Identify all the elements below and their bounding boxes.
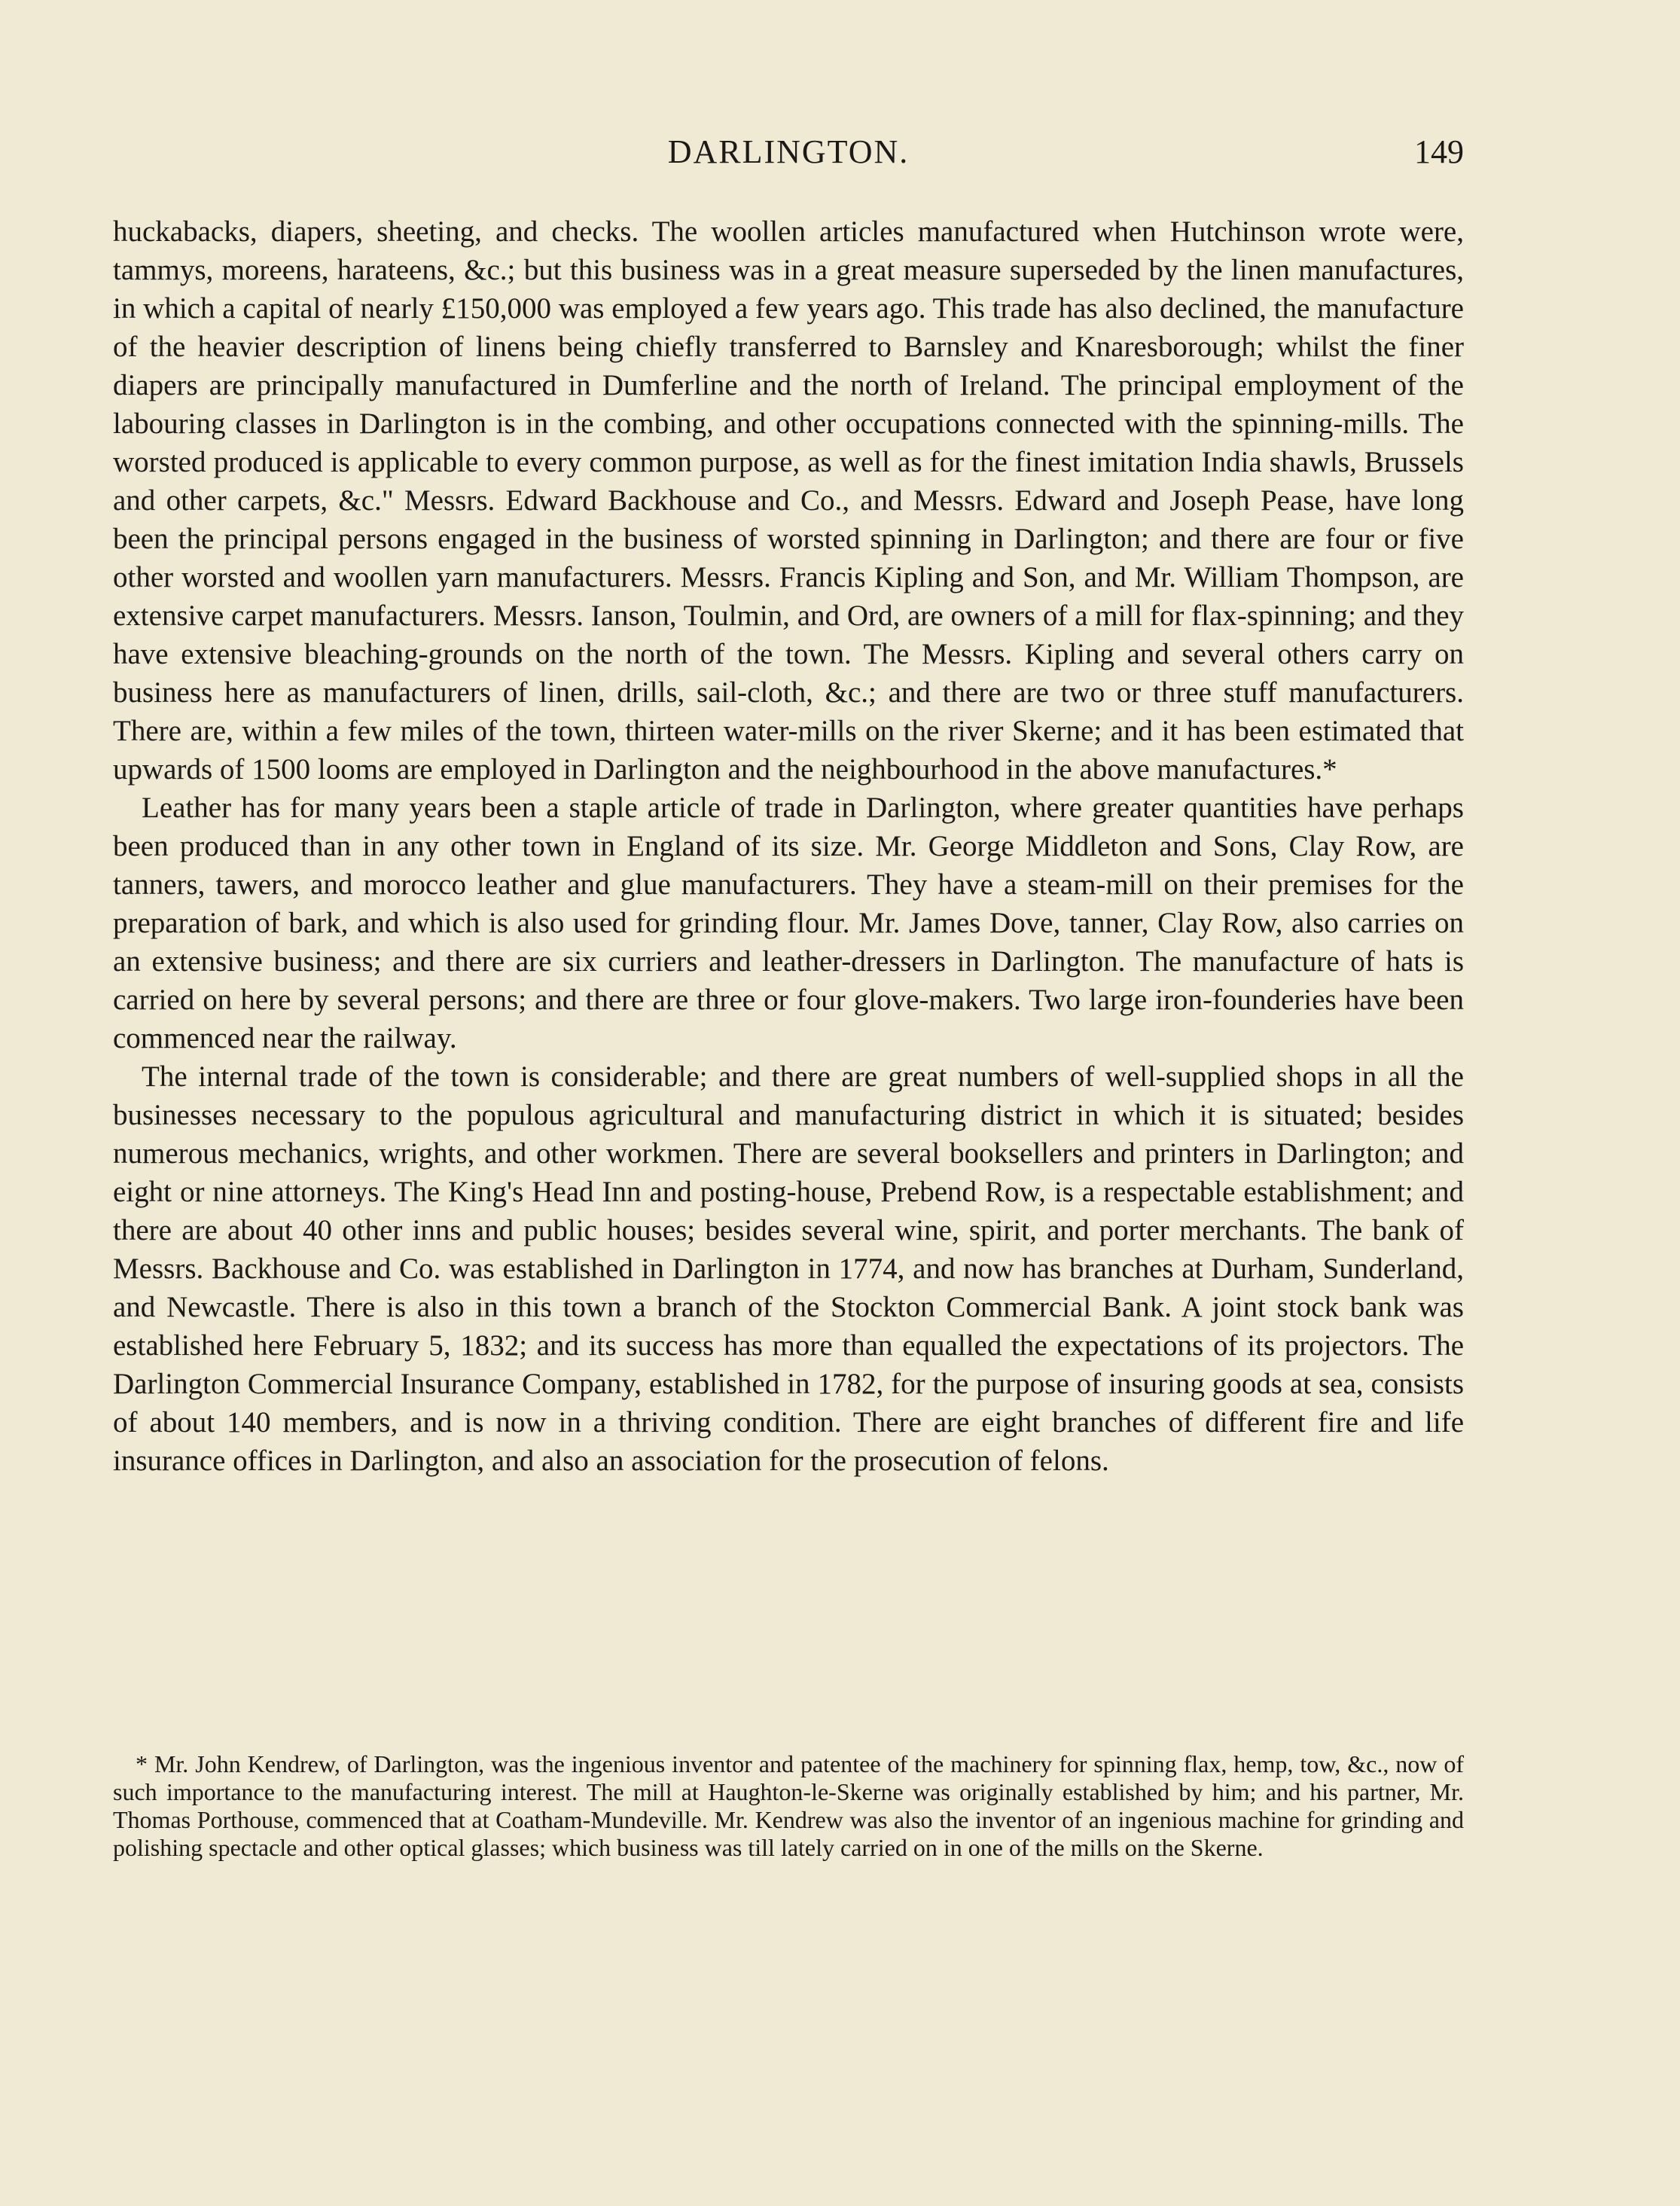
footnote-kendrew: * Mr. John Kendrew, of Darlington, was the ingenious inventor and patentee of the machinery for spinning flax, hemp, tow, &c., now of such importance to the manufacturing interest. The mill at Haughton-le-Skerne was originally established by him; and his partner, Mr. Thomas Porthouse, commenced that at Coatham-Mundeville. Mr. Kendrew was also the inventor of an ingenious machine for grinding and polishing spectacle and other optical glasses; which business was till lately carried on in one of the mills on the Skerne. <box>113 1750 1464 1861</box>
paragraph-manufactures: huckabacks, diapers, sheeting, and checks. The woollen articles manufactured when Hutchinson wrote were, tammys, moreens, harateens, &c.; but this business was in a great measure superseded by the linen manufactures, in which a capital of nearly £150,000 was employed a few years ago. This trade has also declined, the manufacture of the heavier description of linens being chiefly transferred to Barnsley and Knaresborough; whilst the finer diapers are principally manufactured in Dumferline and the north of Ireland. The principal employment of the labouring classes in Darlington is in the combing, and other occupations connected with the spinning-mills. The worsted produced is applicable to every common purpose, as well as for the finest imitation India shawls, Brussels and other carpets, &c." Messrs. Edward Backhouse and Co., and Messrs. Edward and Joseph Pease, have long been the principal persons engaged in the business of worsted spinning in Darlington; and there are four or five other worsted and woollen yarn manufacturers. Messrs. Francis Kipling and Son, and Mr. William Thompson, are extensive carpet manufacturers. Messrs. Ianson, Toulmin, and Ord, are owners of a mill for flax-spinning; and they have extensive bleaching-grounds on the north of the town. The Messrs. Kipling and several others carry on business here as manufacturers of linen, drills, sail-cloth, &c.; and there are two or three stuff manufacturers. There are, within a few miles of the town, thirteen water-mills on the river Skerne; and it has been estimated that upwards of 1500 looms are employed in Darlington and the neighbourhood in the above manufactures.* <box>113 215 1464 786</box>
body-text <box>113 212 1464 1480</box>
paragraph-internal-trade: The internal trade of the town is considerable; and there are great numbers of well-supplied shops in all the businesses necessary to the populous agricultural and manufacturing district in which it is situated; besides numerous mechanics, wrights, and other workmen. There are several booksellers and printers in Darlington; and eight or nine attorneys. The King's Head Inn and posting-house, Prebend Row, is a respectable establishment; and there are about 40 other inns and public houses; besides several wine, spirit, and porter merchants. The bank of Messrs. Backhouse and Co. was established in Darlington in 1774, and now has branches at Durham, Sunderland, and Newcastle. There is also in this town a branch of the Stockton Commercial Bank. A joint stock bank was established here February 5, 1832; and its success has more than equalled the expectations of its projectors. The Darlington Commercial Insurance Company, established in 1782, for the purpose of insuring goods at sea, consists of about 140 members, and is now in a thriving condition. There are eight branches of different fire and life insurance offices in Darlington, and also an association for the prosecution of felons. <box>113 1060 1464 1477</box>
paragraph-leather-trade: Leather has for many years been a staple article of trade in Darlington, where greater quantities have perhaps been produced than in any other town in England of its size. Mr. George Middleton and Sons, Clay Row, are tanners, tawers, and morocco leather and glue manufacturers. They have a steam-mill on their premises for the preparation of bark, and which is also used for grinding flour. Mr. James Dove, tanner, Clay Row, also carries on an extensive business; and there are six curriers and leather-dressers in Darlington. The manufacture of hats is carried on here by several persons; and there are three or four glove-makers. Two large iron-founderies have been commenced near the railway. <box>113 792 1464 1054</box>
running-title: DARLINGTON. <box>667 133 910 170</box>
footnote <box>113 1750 1464 1862</box>
page-number: 149 <box>1414 133 1464 170</box>
running-head <box>113 133 1464 178</box>
